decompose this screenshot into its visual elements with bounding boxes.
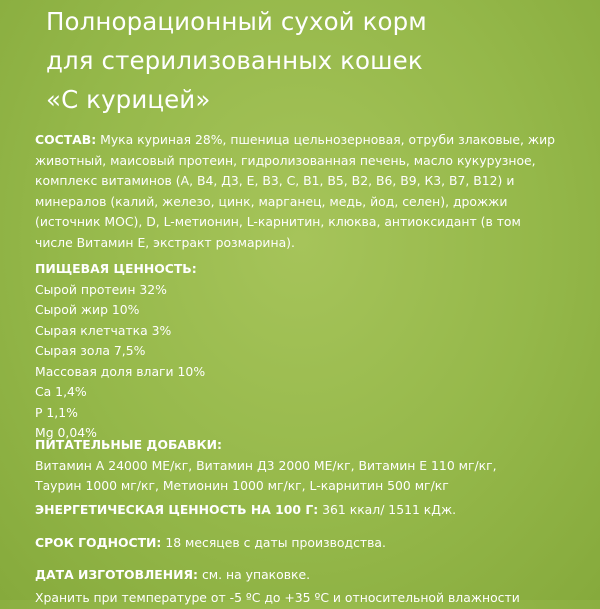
composition-line: комплекс витаминов (А, В4, Д3, Е, В3, С, В1, В5, В2, В6, В9, К3, В7, В12) и [35, 173, 515, 188]
nutrition-section [35, 259, 205, 444]
shelf-life-section [35, 533, 386, 554]
additives-section [35, 435, 497, 497]
nutrition-item: Сырая клетчатка 3% [35, 322, 172, 338]
composition-line [35, 130, 555, 151]
energy-value: 361 ккал/ 1511 кДж. [322, 502, 457, 517]
composition-label: СОСТАВ: [35, 132, 97, 147]
energy-label: ЭНЕРГЕТИЧЕСКАЯ ЦЕННОСТЬ НА 100 Г: [35, 502, 319, 517]
composition-section [35, 130, 555, 253]
title-line: Полнорационный сухой корм [46, 7, 427, 36]
product-title [46, 2, 427, 119]
title-line: для стерилизованных кошек [46, 46, 423, 75]
title-line: «С курицей» [46, 85, 211, 114]
nutrition-item: Массовая доля влаги 10% [35, 363, 206, 379]
manufacture-date-label: ДАТА ИЗГОТОВЛЕНИЯ: [35, 567, 199, 582]
nutrition-item: Сырой протеин 32% [35, 281, 167, 297]
nutrition-item: P 1,1% [35, 404, 78, 420]
nutrition-item: Mg 0,04% [35, 425, 97, 440]
additives-label: ПИТАТЕЛЬНЫЕ ДОБАВКИ: [35, 437, 222, 452]
composition-line: (источник МОС), D, L-метионин, L-карнитин, клюква, антиоксидант (в том [35, 214, 521, 229]
storage-text: Хранить при температуре от -5 ºС до +35 ºС и относительной влажности [35, 590, 520, 605]
shelf-life-label: СРОК ГОДНОСТИ: [35, 535, 162, 550]
storage-section [35, 588, 520, 609]
additives-line: Таурин 1000 мг/кг, Метионин 1000 мг/кг, L-карнитин 500 мг/кг [35, 478, 449, 493]
nutrition-item: Сырой жир 10% [35, 302, 140, 317]
nutrition-item: Ca 1,4% [35, 384, 87, 399]
nutrition-item: Сырая зола 7,5% [35, 343, 146, 358]
shelf-life-value: 18 месяцев с даты производства. [165, 535, 386, 550]
manufacture-date-section [35, 565, 310, 586]
composition-line: числе Витамин Е, экстракт розмарина). [35, 234, 295, 250]
composition-line: минералов (калий, железо, цинк, марганец, медь, йод, селен), дрожжи [35, 193, 508, 209]
composition-line: животный, маисовый протеин, гидролизованная печень, масло кукурузное, [35, 152, 536, 168]
manufacture-date-value: см. на упаковке. [201, 567, 311, 582]
additives-line: Витамин А 24000 МЕ/кг, Витамин Д3 2000 МЕ/кг, Витамин Е 110 мг/кг, [35, 457, 497, 473]
nutrition-label: ПИЩЕВАЯ ЦЕННОСТЬ: [35, 261, 197, 276]
energy-section [35, 500, 456, 521]
composition-text: Мука куриная 28%, пшеница цельнозерновая, отруби злаковые, жир [100, 132, 555, 147]
